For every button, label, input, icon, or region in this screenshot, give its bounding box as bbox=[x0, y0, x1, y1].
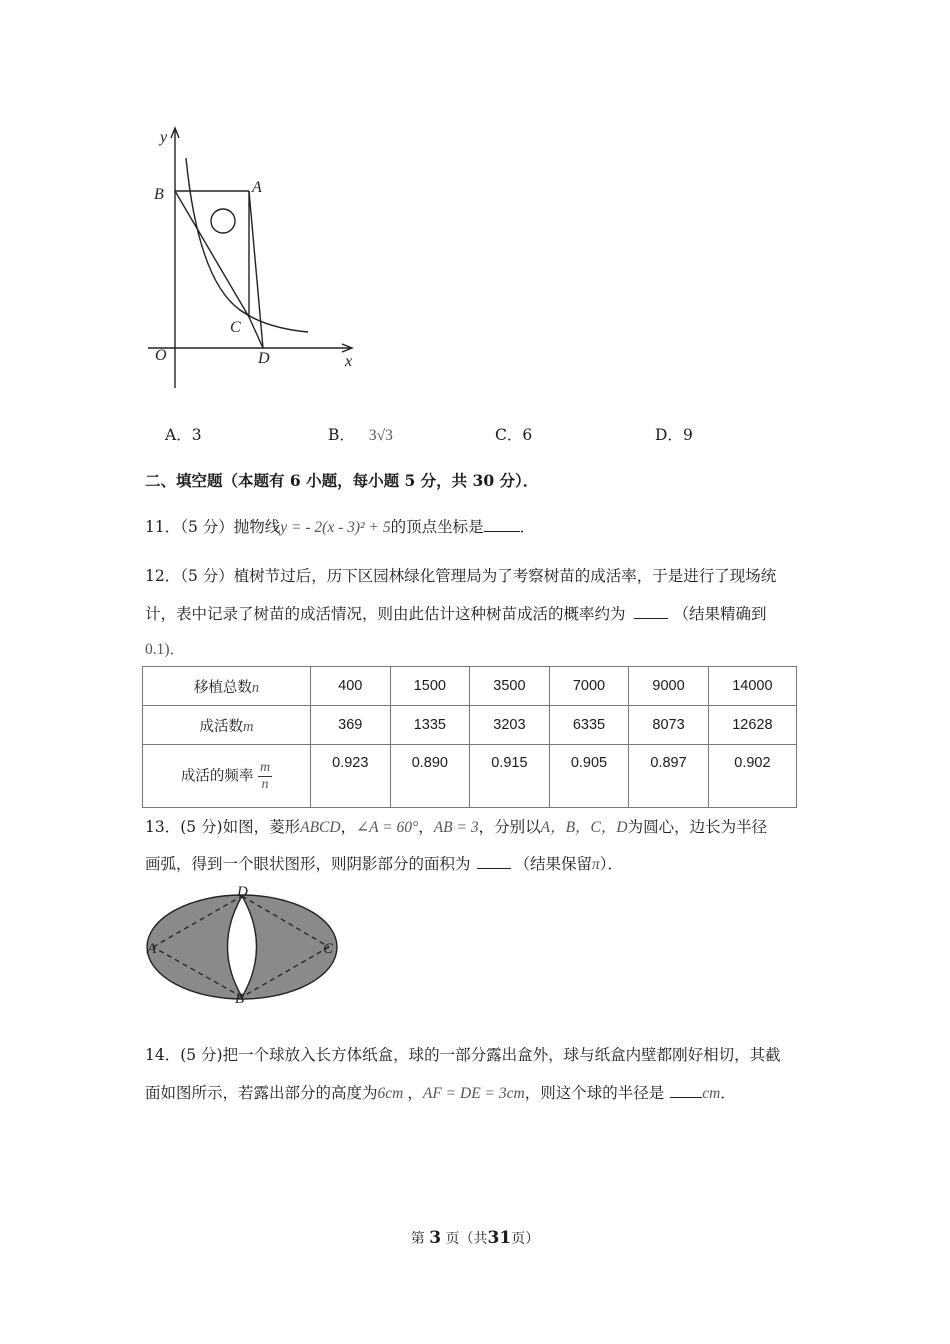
q13-answer-blank bbox=[477, 856, 511, 869]
choice-b bbox=[328, 423, 393, 445]
q12-line-3: 0.1)． bbox=[145, 641, 186, 658]
row-label-rate bbox=[143, 745, 311, 808]
q11-formula: y = - 2(x - 3)² + 5 bbox=[280, 519, 391, 536]
table-cell: 8073 bbox=[629, 706, 709, 745]
table-cell: 0.915 bbox=[470, 745, 550, 808]
table-row bbox=[143, 667, 797, 706]
choice-a-letter: A． bbox=[165, 426, 192, 444]
q13-text-3: 为圆心，边长为半径 bbox=[627, 818, 768, 836]
q11-score: （5 分） bbox=[180, 518, 234, 536]
label-o: O bbox=[155, 347, 167, 364]
table-cell: 369 bbox=[311, 706, 391, 745]
segment-bc bbox=[175, 191, 249, 317]
fraction-m-over-n: $\frac{m}{n}$ bbox=[259, 759, 271, 792]
row-label-text: 移植总数 bbox=[193, 679, 252, 696]
table-cell: 0.905 bbox=[549, 745, 629, 808]
figure-eye-shape bbox=[145, 884, 345, 1004]
q12-line-2-end: （结果精确到 bbox=[673, 605, 767, 623]
choice-d-letter: D． bbox=[655, 426, 683, 444]
question-11 bbox=[145, 515, 535, 537]
hyperbola-curve bbox=[186, 158, 308, 332]
page-footer bbox=[0, 1228, 950, 1248]
table-cell: 1335 bbox=[390, 706, 470, 745]
q13-points: A，B，C，D bbox=[540, 819, 628, 836]
table-cell: 14000 bbox=[708, 667, 796, 706]
table-cell: 0.890 bbox=[390, 745, 470, 808]
q13-line-2-text: 画弧，得到一个眼状图形，则阴影部分的面积为 bbox=[145, 855, 471, 873]
q12-line-1: 12．（5 分）植树节过后，历下区园林绿化管理局为了考察树苗的成活率，于是进行了现场统 bbox=[145, 567, 777, 585]
row-var-m: m bbox=[243, 718, 254, 735]
table-cell: 0.902 bbox=[708, 745, 796, 808]
table-cell: 6335 bbox=[549, 706, 629, 745]
choice-d bbox=[655, 423, 693, 445]
segment-ad bbox=[249, 191, 263, 348]
q13-text: 13．(5 分)如图，菱形 bbox=[145, 818, 301, 836]
q11-text: 抛物线 bbox=[233, 518, 281, 536]
row-label-text: 成活数 bbox=[199, 718, 243, 735]
small-circle bbox=[211, 209, 235, 233]
q13-text-2: ，分别以 bbox=[478, 818, 541, 836]
q14-equation: AF = DE = 3cm bbox=[422, 1085, 525, 1102]
eye-label-c: C bbox=[323, 941, 334, 957]
row-label-survived bbox=[143, 706, 311, 745]
table-row bbox=[143, 706, 797, 745]
eye-label-d: D bbox=[237, 884, 248, 900]
choice-a-value: 3 bbox=[191, 426, 202, 444]
table-cell: 9000 bbox=[629, 667, 709, 706]
q12-line-2 bbox=[145, 602, 767, 624]
footer-page-number: 3 bbox=[429, 1228, 442, 1248]
q14-end: ． bbox=[720, 1084, 736, 1102]
eye-label-b: B bbox=[235, 991, 245, 1004]
q11-end: ． bbox=[519, 518, 536, 536]
q14-text-2: ，则这个球的半径是 bbox=[524, 1084, 665, 1102]
footer-post: 页） bbox=[511, 1231, 540, 1247]
q11-number: 11． bbox=[145, 518, 181, 536]
choice-c-value: 6 bbox=[522, 426, 533, 444]
label-d: D bbox=[258, 350, 270, 367]
table-row bbox=[143, 745, 797, 808]
choice-b-letter: B． bbox=[328, 426, 355, 444]
row-var-n: n bbox=[251, 679, 260, 696]
choice-d-value: 9 bbox=[682, 426, 693, 444]
eye-label-a: A bbox=[147, 941, 157, 957]
table-cell: 7000 bbox=[549, 667, 629, 706]
q11-answer-blank bbox=[484, 519, 520, 532]
footer-total-pages: 31 bbox=[487, 1228, 512, 1248]
table-cell: 0.923 bbox=[311, 745, 391, 808]
choice-c-letter: C． bbox=[495, 426, 523, 444]
q14-line-1: 14．(5 分)把一个球放入长方体纸盒，球的一部分露出盒外，球与纸盒内壁都刚好相切，其截 bbox=[145, 1046, 781, 1064]
choice-b-value: 3√3 bbox=[368, 427, 393, 444]
figure-coordinate-diagram bbox=[140, 120, 380, 395]
label-c: C bbox=[230, 319, 241, 336]
survival-table bbox=[142, 666, 797, 808]
table-cell: 3500 bbox=[470, 667, 550, 706]
section-heading: 二、填空题（本题有 6 小题，每小题 5 分，共 30 分）． bbox=[145, 471, 539, 490]
q13-abcd: ABCD bbox=[300, 819, 341, 836]
q14-line-2: 面如图所示，若露出部分的高度为6cm ，AF = DE = 3cm，则这个球的半径是 cm． bbox=[145, 1084, 736, 1102]
q13-line-1: 13．(5 分)如图，菱形ABCD，∠A = 60°，AB = 3，分别以A，B，C，D为圆心，边长为半径 bbox=[145, 818, 768, 836]
row-label-text: 成活的频率 bbox=[180, 768, 254, 784]
table-cell: 1500 bbox=[390, 667, 470, 706]
q12-answer-blank bbox=[634, 606, 668, 619]
label-x: x bbox=[345, 353, 353, 370]
choice-a bbox=[165, 423, 202, 445]
q13-line-2-end: （结果保留 bbox=[514, 855, 593, 873]
q14-answer-blank bbox=[670, 1085, 702, 1098]
q13-line-2 bbox=[145, 852, 623, 874]
q13-angle: ∠A = 60° bbox=[356, 819, 419, 836]
table-cell: 400 bbox=[311, 667, 391, 706]
table-cell: 3203 bbox=[470, 706, 550, 745]
table-cell: 12628 bbox=[708, 706, 796, 745]
label-a: A bbox=[252, 179, 262, 196]
q13-ab: AB = 3 bbox=[433, 819, 479, 836]
label-y: y bbox=[160, 129, 168, 146]
q14-unit: cm bbox=[702, 1085, 721, 1102]
q12-line-2-text: 计，表中记录了树苗的成活情况，则由此估计这种树苗成活的概率约为 bbox=[145, 605, 626, 623]
choice-c bbox=[495, 423, 532, 445]
table-cell: 0.897 bbox=[629, 745, 709, 808]
q14-text: 面如图所示，若露出部分的高度为 bbox=[145, 1084, 378, 1102]
q14-height: 6cm bbox=[377, 1085, 404, 1102]
row-label-total bbox=[143, 667, 311, 706]
q11-text-2: 的顶点坐标是 bbox=[390, 518, 484, 536]
footer-pre: 第 bbox=[410, 1231, 425, 1247]
label-b: B bbox=[154, 186, 164, 203]
footer-mid: 页（共 bbox=[445, 1231, 488, 1247]
q13-pi: π bbox=[592, 856, 600, 873]
q13-close: ）． bbox=[599, 855, 624, 873]
